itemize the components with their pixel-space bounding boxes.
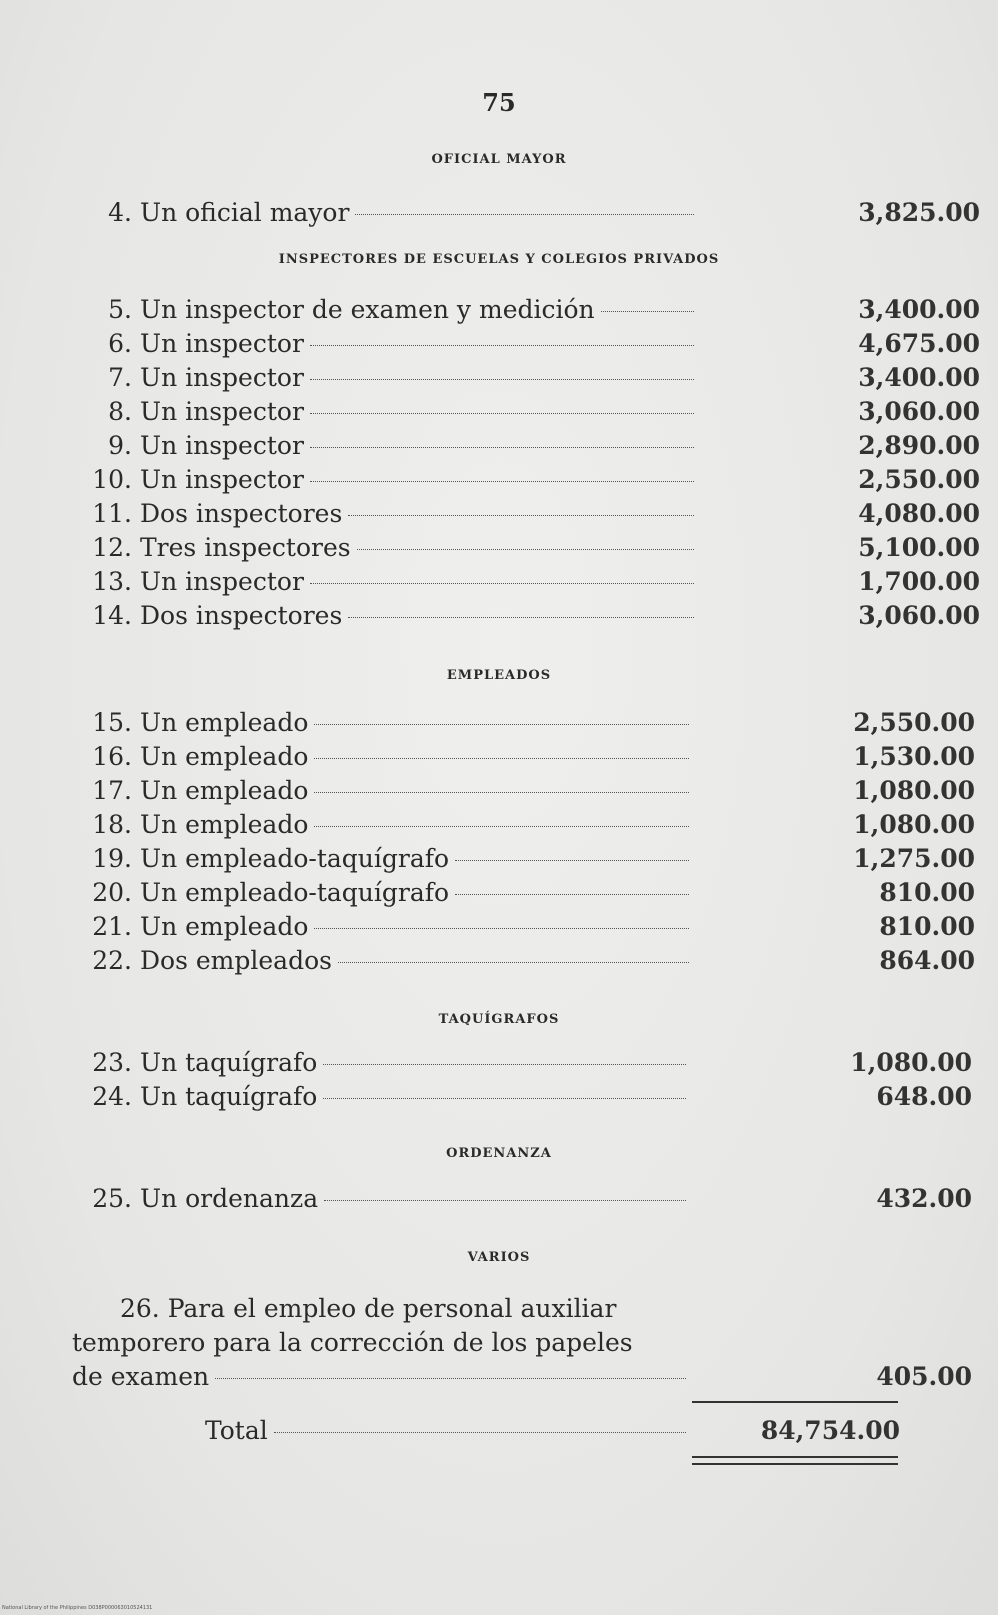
item-text: Un empleado-taquígrafo: [140, 844, 450, 873]
total-double-rule: [692, 1456, 898, 1465]
line-item: [80, 565, 980, 599]
item-number: 12.: [92, 533, 132, 562]
leader-dots: [314, 826, 689, 827]
item-amount: 5,100.00: [858, 533, 980, 562]
item-number: 14.: [92, 601, 132, 630]
item-text: Un inspector: [140, 363, 304, 392]
line-item: [80, 463, 980, 497]
item-number: 11.: [92, 499, 132, 528]
item-number: 18.: [92, 810, 132, 839]
line-item: [80, 497, 980, 531]
total-amount: 84,754.00: [760, 1416, 900, 1445]
line-item: [80, 876, 975, 910]
leader-dots: [274, 1432, 686, 1433]
item-number: 8.: [108, 397, 132, 426]
item-number: 16.: [92, 742, 132, 771]
leader-dots: [310, 345, 694, 346]
leader-dots: [357, 549, 694, 550]
leader-dots: [314, 792, 689, 793]
item-amount: 2,890.00: [858, 431, 980, 460]
section-heading-varios: VARIOS: [467, 1250, 531, 1265]
item-amount: 1,080.00: [853, 810, 975, 839]
item-text: Tres inspectores: [140, 533, 351, 562]
item-number: 13.: [92, 567, 132, 596]
item-amount: 432.00: [876, 1184, 972, 1213]
item-number: 9.: [108, 431, 132, 460]
leader-dots: [314, 724, 689, 725]
leader-dots: [310, 379, 694, 380]
line-item: [80, 293, 980, 327]
total-line: [205, 1414, 900, 1448]
leader-dots: [310, 481, 694, 482]
leader-dots: [355, 214, 694, 215]
line-item: [80, 944, 975, 978]
leader-dots: [348, 617, 694, 618]
item-text: Un empleado: [140, 742, 309, 771]
item-text: Un empleado: [140, 708, 309, 737]
line-item: [80, 1080, 972, 1114]
item-text: Un taquígrafo: [140, 1048, 318, 1077]
line-item: [80, 327, 980, 361]
item-text: Un taquígrafo: [140, 1082, 318, 1111]
item-amount: 1,080.00: [850, 1048, 972, 1077]
section-heading-taquigrafos: TAQUÍGRAFOS: [438, 1012, 560, 1027]
item-amount: 3,060.00: [858, 601, 980, 630]
item-amount: 1,080.00: [853, 776, 975, 805]
section-heading-empleados: EMPLEADOS: [446, 668, 552, 683]
leader-dots: [310, 447, 694, 448]
item-number: 21.: [92, 912, 132, 941]
item-amount: 4,080.00: [858, 499, 980, 528]
item-text: Dos empleados: [140, 946, 332, 975]
line-item: [80, 599, 980, 633]
line-item: [80, 429, 980, 463]
leader-dots: [310, 583, 694, 584]
leader-dots: [338, 962, 689, 963]
item-text: Un inspector: [140, 397, 304, 426]
item-number: 4.: [108, 198, 132, 227]
line-item: [80, 196, 980, 230]
item-text: Un empleado: [140, 776, 309, 805]
item-amount: 648.00: [876, 1082, 972, 1111]
item-text: Un inspector: [140, 431, 304, 460]
item-number: 25.: [92, 1184, 132, 1213]
total-label: Total: [205, 1416, 268, 1445]
line-item: [80, 740, 975, 774]
line-item: [80, 361, 980, 395]
section-heading-inspectores: INSPECTORES DE ESCUELAS Y COLEGIOS PRIVADOS: [278, 252, 720, 267]
leader-dots: [455, 860, 689, 861]
leader-dots: [310, 413, 694, 414]
leader-dots: [314, 758, 689, 759]
sum-rule: [692, 1401, 898, 1403]
item-amount: 864.00: [879, 946, 975, 975]
library-footer: National Library of the Philippines D038P000063010524131: [2, 1605, 153, 1611]
item-text: Un oficial mayor: [140, 198, 350, 227]
line-item: [80, 842, 975, 876]
item-number: 10.: [92, 465, 132, 494]
line-item: [72, 1360, 972, 1394]
item-number: 17.: [92, 776, 132, 805]
leader-dots: [314, 928, 689, 929]
leader-dots: [323, 1064, 686, 1065]
item-text: Un empleado-taquígrafo: [140, 878, 450, 907]
section-heading-oficial-mayor: OFICIAL MAYOR: [431, 152, 567, 167]
item-text: Un inspector: [140, 329, 304, 358]
item-amount: 1,530.00: [853, 742, 975, 771]
item-number: 15.: [92, 708, 132, 737]
item-amount: 810.00: [879, 912, 975, 941]
item-text: Un inspector de examen y medición: [140, 295, 595, 324]
item-text: Dos inspectores: [140, 499, 343, 528]
item-number: 19.: [92, 844, 132, 873]
section-heading-ordenanza: ORDENANZA: [446, 1146, 552, 1161]
item-amount: 3,825.00: [858, 198, 980, 227]
line-item: [80, 910, 975, 944]
item-amount: 1,700.00: [858, 567, 980, 596]
item-text: de examen: [72, 1362, 210, 1391]
item-text: Un inspector: [140, 567, 304, 596]
item-amount: 810.00: [879, 878, 975, 907]
item-number: 24.: [92, 1082, 132, 1111]
leader-dots: [348, 515, 694, 516]
leader-dots: [324, 1200, 686, 1201]
item-amount: 4,675.00: [858, 329, 980, 358]
item-number: 6.: [108, 329, 132, 358]
line-item: [80, 1046, 972, 1080]
item-number: 22.: [92, 946, 132, 975]
item-number: 20.: [92, 878, 132, 907]
line-item: [80, 395, 980, 429]
leader-dots: [215, 1378, 686, 1379]
item-text: Un empleado: [140, 912, 309, 941]
item-amount: 1,275.00: [853, 844, 975, 873]
line-item: [80, 774, 975, 808]
line-item: [80, 706, 975, 740]
item-number: 23.: [92, 1048, 132, 1077]
leader-dots: [455, 894, 689, 895]
item-text: Un inspector: [140, 465, 304, 494]
page-number: 75: [482, 88, 516, 117]
item-amount: 3,400.00: [858, 295, 980, 324]
item-amount: 2,550.00: [858, 465, 980, 494]
item-amount: 3,400.00: [858, 363, 980, 392]
item-text: Un ordenanza: [140, 1184, 319, 1213]
paragraph-line-1: 26. Para el empleo de personal auxiliar: [120, 1294, 617, 1323]
line-item: [80, 531, 980, 565]
item-text: Un empleado: [140, 810, 309, 839]
item-amount: 3,060.00: [858, 397, 980, 426]
item-26-paragraph: [72, 1292, 692, 1360]
item-number: 5.: [108, 295, 132, 324]
item-amount: 2,550.00: [853, 708, 975, 737]
paragraph-line-2: temporero para la corrección de los papeles: [72, 1328, 633, 1357]
line-item: [80, 1182, 972, 1216]
leader-dots: [323, 1098, 686, 1099]
item-amount: 405.00: [876, 1362, 972, 1391]
item-text: Dos inspectores: [140, 601, 343, 630]
line-item: [80, 808, 975, 842]
item-number: 7.: [108, 363, 132, 392]
leader-dots: [601, 311, 694, 312]
